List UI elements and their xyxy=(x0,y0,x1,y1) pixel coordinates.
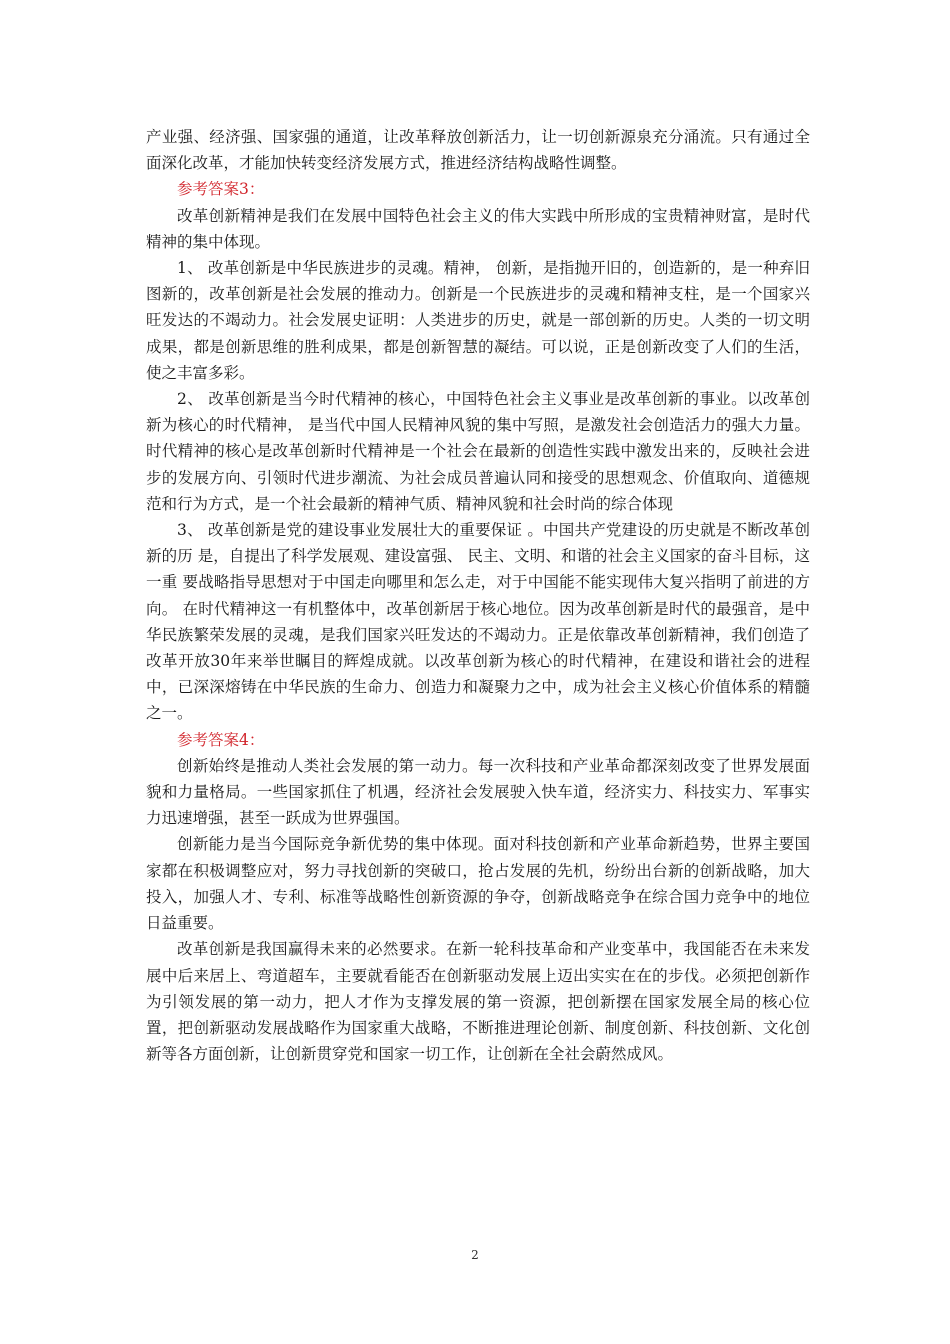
document-body xyxy=(146,124,810,1067)
paragraph-3-3: 2、 改革创新是当今时代精神的核心，中国特色社会主义事业是改革创新的事业。以改革创新为核心的时代精神， 是当代中国人民精神风貌的集中写照，是激发社会创造活力的强大力量。时代精神的核心是改革创新时代精神是一个社会在最新的创造性实践中激发出来的，反映社会进步的发展方向、引领时代进步潮流、为社会成员普遍认同和接受的思想观念、价值取向、道德规范和行为方式，是一个社会最新的精神气质、精神风貌和社会时尚的综合体现 xyxy=(146,390,810,513)
paragraph-4-1: 创新始终是推动人类社会发展的第一动力。每一次科技和产业革命都深刻改变了世界发展面貌和力量格局。一些国家抓住了机遇，经济社会发展驶入快车道，经济实力、科技实力、军事实力迅速增强，甚至一跃成为世界强国。 xyxy=(146,756,810,828)
paragraph-3-1: 改革创新精神是我们在发展中国特色社会主义的伟大实践中所形成的宝贵精神财富，是时代精神的集中体现。 xyxy=(146,206,810,251)
paragraph-3-2: 1、 改革创新是中华民族进步的灵魂。精神， 创新，是指抛开旧的，创造新的，是一种弃旧图新的，改革创新是社会发展的推动力。创新是一个民族进步的灵魂和精神支柱，是一个国家兴旺发达的不竭动力。社会发展史证明：人类进步的历史，就是一部创新的历史。人类的一切文明成果，都是创新思维的胜利成果，都是创新智慧的凝结。可以说，正是创新改变了人们的生活，使之丰富多彩。 xyxy=(146,259,810,382)
answer-heading-3: 参考答案3： xyxy=(177,180,265,199)
page-number: 2 xyxy=(471,1248,479,1262)
paragraph-4-3: 改革创新是我国赢得未来的必然要求。在新一轮科技革命和产业变革中，我国能否在未来发展中后来居上、弯道超车，主要就看能否在创新驱动发展上迈出实实在在的步伐。必须把创新作为引领发展的第一动力，把人才作为支撑发展的第一资源，把创新摆在国家发展全局的核心位置，把创新驱动发展战略作为国家重大战略，不断推进理论创新、制度创新、科技创新、文化创新等各方面创新，让创新贯穿党和国家一切工作，让创新在全社会蔚然成风。 xyxy=(146,940,810,1064)
paragraph-intro-continuation: 产业强、经济强、国家强的通道，让改革释放创新活力，让一切创新源泉充分涌流。只有通过全面深化改革，才能加快转变经济发展方式，推进经济结构战略性调整。 xyxy=(146,128,810,173)
answer-heading-4: 参考答案4： xyxy=(177,730,265,749)
paragraph-3-4: 3、 改革创新是党的建设事业发展壮大的重要保证 。中国共产党建设的历史就是不断改革创新的历 是，自提出了科学发展观、建设富强、 民主、文明、和谐的社会主义国家的奋斗目标，这一重 要战略指导思想对于中国走向哪里和怎么走，对于中国能不能实现伟大复兴指明了前进的方向。 在时代精神这一有机整体中，改革创新居于核心地位。因为改革创新是时代的最强音，是中华民族繁荣发展的灵魂，是我们国家兴旺发达的不竭动力。正是依靠改革创新精神，我们创造了改革开放30年来举世瞩目的辉煌成就。以改革创新为核心的时代精神，在建设和谐社会的进程中，已深深熔铸在中华民族的生命力、创造力和凝聚力之中，成为社会主义核心价值体系的精髓之一。 xyxy=(146,521,810,723)
paragraph-4-2: 创新能力是当今国际竞争新优势的集中体现。面对科技创新和产业革命新趋势，世界主要国家都在积极调整应对，努力寻找创新的突破口，抢占发展的先机，纷纷出台新的创新战略，加大投入，加强人才、专利、标准等战略性创新资源的争夺，创新战略竞争在综合国力竞争中的地位日益重要。 xyxy=(146,835,810,933)
